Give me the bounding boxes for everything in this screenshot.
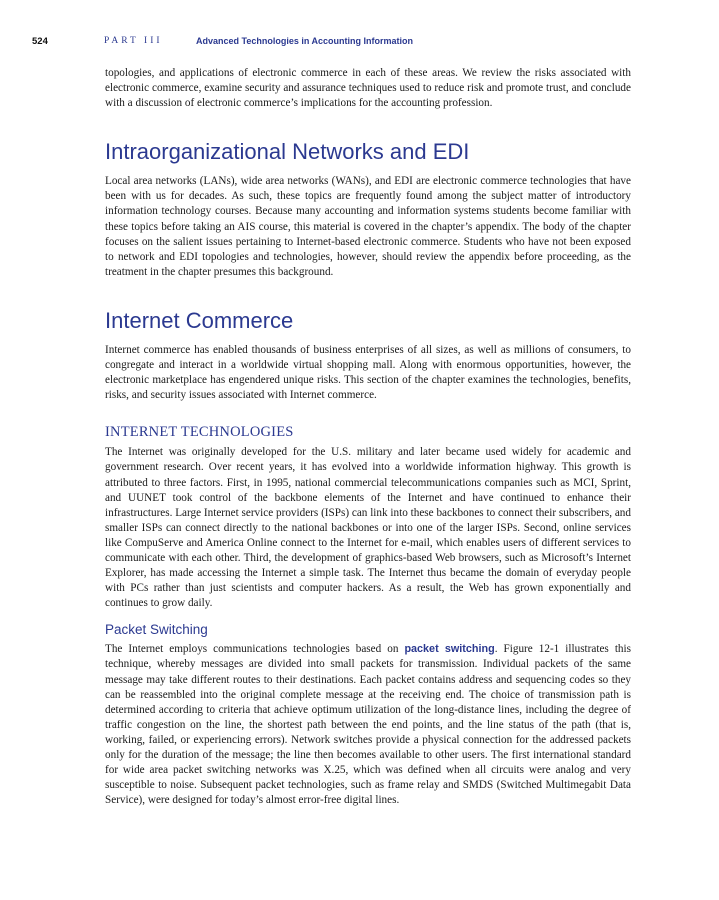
subsection-heading-packet-switching: Packet Switching [105,622,208,638]
page-body [105,66,631,808]
section-heading-internet-commerce: Internet Commerce [105,307,294,333]
intraorganizational-paragraph: Local area networks (LANs), wide area networks (WANs), and EDI are electronic commerce technologies that have been with us for decades. As such, these topics are frequently found among the subject matter of introductory information technology courses. Because many accounting and information systems students become familiar with these topics before taking an AIS course, this material is covered in the chapter’s appendix. The body of the chapter focuses on the salient issues pertaining to Internet-based electronic commerce. Students who have not been exposed to network and EDI topologies and technologies, however, should review the appendix before proceeding, as the treatment in the chapter presumes this background. [105,175,631,278]
part-label: PART III [104,36,163,46]
intro-paragraph: topologies, and applications of electronic commerce in each of these areas. We review the risks associated with electronic commerce, examine security and assurance techniques used to reduce risk and promote trust, and conclude with a discussion of electronic commerce’s implications for the accounting profession. [105,67,631,110]
subsection-heading-internet-technologies: INTERNET TECHNOLOGIES [105,424,294,441]
internet-commerce-paragraph: Internet commerce has enabled thousands of business enterprises of all sizes, as well as millions of consumers, to congregate and interact in a worldwide virtual shopping mall. Along with enormous opportunities, however, the electronic marketplace has engendered unique risks. This section of the chapter examines the technologies, benefits, risks, and security issues associated with Internet commerce. [105,343,631,402]
internet-technologies-paragraph: The Internet was originally developed for the U.S. military and later became used widely for academic and government research. Over recent years, it has evolved into a worldwide information highway. This growth is attributed to three factors. First, in 1995, national commercial telecommunications companies such as MCI, Sprint, and UUNET took control of the backbone elements of the Internet and have continued to enhance their infrastructures. Large Internet service providers (ISPs) can link into these backbones to connect their subscribers, and smaller ISPs can connect directly to the national backbones or into one of the larger ISPs. Second, online services like CompuServe and America Online connect to the Internet for e-mail, which enables users of different services to communicate with each other. Third, the development of graphics-based Web browsers, such as Microsoft’s Internet Explorer, has made accessing the Internet a simple task. The Internet thus became the domain of everyday people with PCs rather than just scientists and computer hackers. As a result, the Web has grown exponentially and continues to grow daily. [105,446,631,610]
section-heading-intraorganizational: Intraorganizational Networks and EDI [105,139,470,165]
packet-switching-text-rest: . Figure 12-1 illustrates this technique, whereby messages are divided into small packets for transmission. Individual packets of the same message may take different routes to their destinations. Each packet contains address and sequencing codes so they can be reassembled into the original complete message at the receiving end. The choice of transmission path is determined according to criteria that achieve optimum utilization of the long-distance lines, including the degree of traffic congestion on the line, the shortest path between the end points, and the line status of the path (that is, working, failed, or experiencing errors). Network switches provide a physical connection for the addressed packets only for the duration of the message; the line then becomes available to other users. The first international standard for wide area packet switching networks was X.25, which was defined when all circuits were analog and very susceptible to noise. Subsequent packet technologies, such as frame relay and SMDS (Switched Multimegabit Data Service), were designed for today’s almost error-free digital lines. [105,643,631,807]
key-term-packet-switching: packet switching [404,643,495,656]
packet-switching-text-lead: The Internet employs communications technologies based on [105,643,405,656]
page-number: 524 [32,36,48,47]
packet-switching-paragraph [105,642,631,808]
part-title: Advanced Technologies in Accounting Information [196,36,414,46]
